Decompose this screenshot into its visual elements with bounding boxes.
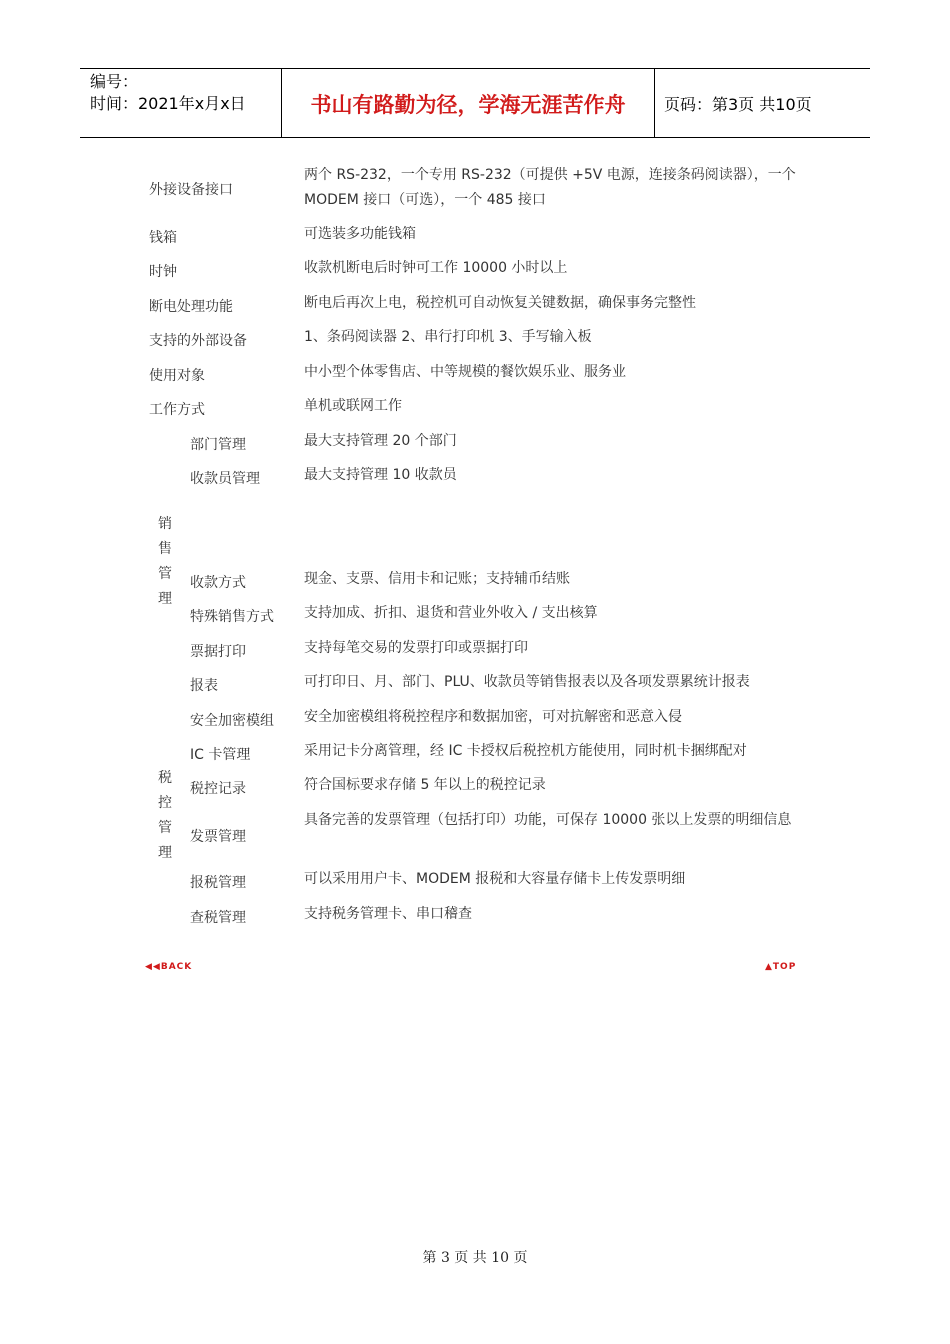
- spec-label: 钱箱: [149, 230, 177, 246]
- tax-item-value: 符合国标要求存储 5 年以上的税控记录: [304, 777, 546, 793]
- tax-item-value: 可以采用用户卡、MODEM 报税和大容量存储卡上传发票明细: [304, 871, 686, 887]
- page-header: [80, 68, 870, 138]
- spec-value: 1、条码阅读器 2、串行打印机 3、手写输入板: [304, 329, 592, 345]
- spec-value: 两个 RS-232，一个专用 RS-232（可提供 +5V 电源，连接条码阅读器），一个 MODEM 接口（可选），一个 485 接口: [304, 167, 796, 208]
- spec-label: 支持的外部设备: [149, 333, 247, 349]
- back-link[interactable]: [145, 962, 192, 972]
- header-page-number: 页码：第3页 共10页: [664, 95, 812, 114]
- tax-item-value: 支持税务管理卡、串口稽查: [304, 906, 472, 922]
- sales-item-label: 收款员管理: [190, 471, 260, 487]
- header-divider: [654, 69, 655, 137]
- sales-item-label: 特殊销售方式: [190, 609, 274, 625]
- up-arrow-icon: ▲: [765, 962, 773, 972]
- spec-label: 断电处理功能: [149, 299, 233, 315]
- sales-item-value: 最大支持管理 20 个部门: [304, 433, 457, 449]
- spec-label: 工作方式: [149, 402, 205, 418]
- spec-label: 时钟: [149, 264, 177, 280]
- spec-value: 可选装多功能钱箱: [304, 226, 416, 242]
- tax-item-value: 采用记卡分离管理，经 IC 卡授权后税控机方能使用，同时机卡捆绑配对: [304, 743, 747, 759]
- sales-item-value: 最大支持管理 10 收款员: [304, 467, 457, 483]
- sales-item-value: 支持每笔交易的发票打印或票据打印: [304, 640, 528, 656]
- spec-value: 收款机断电后时钟可工作 10000 小时以上: [304, 260, 568, 276]
- tax-item-label: 报税管理: [190, 875, 246, 891]
- sales-group-label: 销 售 管 理: [158, 516, 172, 607]
- sales-item-label: 报表: [190, 678, 218, 694]
- sales-item-value: 支持加成、折扣、退货和营业外收入 / 支出核算: [304, 605, 598, 621]
- page-footer: 第 3 页 共 10 页: [422, 1250, 528, 1266]
- document-date: 时间：2021年x月x日: [90, 94, 246, 113]
- tax-item-label: 安全加密模组: [190, 713, 274, 729]
- double-left-arrow-icon: ◀◀: [145, 962, 161, 972]
- spec-value: 断电后再次上电，税控机可自动恢复关键数据，确保事务完整性: [304, 295, 696, 311]
- tax-item-label: 查税管理: [190, 910, 246, 926]
- sales-item-value: 现金、支票、信用卡和记账；支持辅币结账: [304, 571, 570, 587]
- sales-item-label: 收款方式: [190, 575, 246, 591]
- sales-item-label: 部门管理: [190, 437, 246, 453]
- spec-label: 外接设备接口: [149, 182, 233, 198]
- tax-item-label: 税控记录: [190, 781, 246, 797]
- tax-item-value: 具备完善的发票管理（包括打印）功能，可保存 10000 张以上发票的明细信息: [304, 812, 792, 828]
- document-number-label: 编号：: [90, 72, 139, 91]
- spec-label: 使用对象: [149, 368, 205, 384]
- sales-item-value: 可打印日、月、部门、PLU、收款员等销售报表以及各项发票累统计报表: [304, 674, 750, 690]
- header-meta: [90, 71, 246, 115]
- top-link-label: TOP: [772, 962, 797, 972]
- header-motto: 书山有路勤为径，学海无涯苦作舟: [310, 93, 626, 117]
- back-link-label: BACK: [160, 962, 193, 972]
- tax-group-label: 税 控 管 理: [158, 770, 172, 861]
- sales-item-label: 票据打印: [190, 644, 246, 660]
- tax-item-value: 安全加密模组将税控程序和数据加密，可对抗解密和恶意入侵: [304, 709, 682, 725]
- tax-item-label: 发票管理: [190, 829, 246, 845]
- tax-item-label: IC 卡管理: [190, 747, 251, 763]
- spec-value: 单机或联网工作: [304, 398, 402, 414]
- spec-value: 中小型个体零售店、中等规模的餐饮娱乐业、服务业: [304, 364, 626, 380]
- top-link[interactable]: [765, 962, 796, 972]
